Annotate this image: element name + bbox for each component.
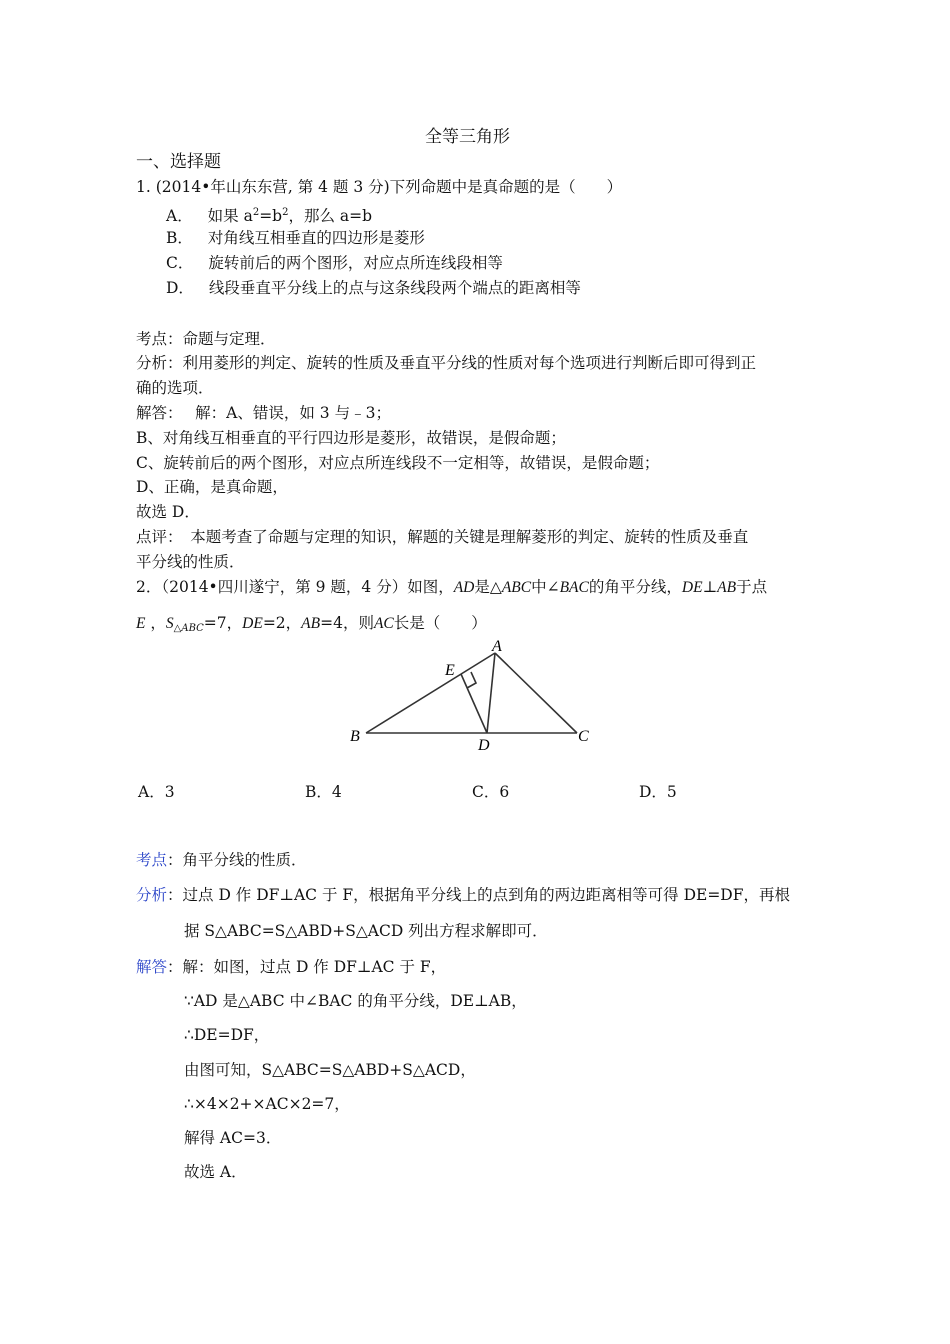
option-text: 对角线互相垂直的四边形是菱形 xyxy=(207,229,425,247)
q2-option-b: B．4 xyxy=(305,783,342,801)
q1-fenxi-2: 确的选项． xyxy=(136,379,214,397)
triangle-figure xyxy=(340,638,600,758)
q1-option-b xyxy=(166,228,425,248)
q2-text: =4，则 xyxy=(320,614,374,632)
label-b: B xyxy=(350,728,360,745)
q2-option-c: C．6 xyxy=(472,783,510,801)
q2-text: 是△ xyxy=(474,578,502,596)
q1-option-d xyxy=(166,278,581,298)
segment-de xyxy=(461,674,487,733)
q2-text: ⊥ xyxy=(702,578,718,596)
q2-text: 的角平分线， xyxy=(588,578,682,596)
option-text-post: ，那么 a=b xyxy=(288,207,373,225)
q2-stem-line2 xyxy=(136,613,487,639)
label-a: A xyxy=(492,638,502,655)
label-c: C xyxy=(578,728,589,745)
var-ab: AB xyxy=(717,579,737,596)
label-d: D xyxy=(478,737,490,754)
option-text-pre: 如果 a xyxy=(207,207,253,225)
q2-because: ∵AD 是△ABC 中∠BAC 的角平分线，DE⊥AB， xyxy=(184,992,527,1010)
var-e: E xyxy=(136,615,146,632)
kaodian-text: ：角平分线的性质． xyxy=(167,851,307,869)
subscript: △ABC xyxy=(173,623,204,634)
q2-text: 中∠ xyxy=(531,578,560,596)
option-text: 线段垂直平分线上的点与这条线段两个端点的距离相等 xyxy=(208,279,581,297)
q2-from-figure: 由图可知，S△ABC=S△ABD+S△ACD， xyxy=(184,1061,476,1079)
q1-d-line: D、正确，是真命题， xyxy=(136,478,288,496)
right-angle-mark xyxy=(467,672,476,688)
side-ab xyxy=(366,653,495,733)
segment-ad xyxy=(487,653,495,733)
q1-option-a xyxy=(166,203,372,226)
q1-jieda: 解答： 解：A、错误，如 3 与﹣3； xyxy=(136,404,391,422)
superscript: 2 xyxy=(252,207,260,218)
q1-dianping-2: 平分线的性质． xyxy=(136,553,245,571)
doc-title: 全等三角形 xyxy=(425,127,510,147)
option-letter: B． xyxy=(166,229,193,247)
q2-therefore: ∴DE=DF， xyxy=(184,1026,270,1044)
var-de: DE xyxy=(681,579,703,596)
var-s: S xyxy=(165,615,174,632)
q2-text: ， xyxy=(150,614,166,632)
q2-stem-line1 xyxy=(136,577,767,598)
q2-fenxi-line2: 据 S△ABC=S△ABD+S△ACD 列出方程求解即可． xyxy=(184,922,548,940)
option-text-mid: =b xyxy=(259,207,283,225)
q2-option-d: D．5 xyxy=(639,783,677,801)
var-ad: AD xyxy=(453,579,475,596)
side-ac xyxy=(495,653,577,733)
fenxi-text: ：过点 D 作 DF⊥AC 于 F，根据角平分线上的点到角的两边距离相等可得 DE=DF，再根 xyxy=(167,886,790,904)
q1-choice: 故选 D． xyxy=(136,503,200,521)
label-e: E xyxy=(445,662,455,679)
q1-fenxi-1: 分析：利用菱形的判定、旋转的性质及垂直平分线的性质对每个选项进行判断后即可得到正 xyxy=(136,354,757,372)
q2-text: =7， xyxy=(203,614,243,632)
var-abc: ABC xyxy=(501,579,532,596)
option-letter: D． xyxy=(166,279,194,297)
fenxi-label: 分析 xyxy=(136,886,168,904)
jieda-text: ：解：如图，过点 D 作 DF⊥AC 于 F， xyxy=(167,958,447,976)
q2-option-a: A．3 xyxy=(138,783,175,801)
var-bac: BAC xyxy=(559,579,589,596)
q1-dianping-1: 点评： 本题考查了命题与定理的知识，解题的关键是理解菱形的判定、旋转的性质及垂直 xyxy=(136,528,749,546)
option-letter: C． xyxy=(166,254,194,272)
q1-b-line: B、对角线互相垂直的平行四边形是菱形，故错误，是假命题； xyxy=(136,429,566,447)
superscript: 2 xyxy=(282,207,289,218)
var-ac: AC xyxy=(373,615,394,632)
q2-choice: 故选 A． xyxy=(184,1163,247,1181)
q2-kaodian xyxy=(136,850,307,870)
q2-solve: 解得 AC=3． xyxy=(184,1129,282,1147)
section-heading: 一、选择题 xyxy=(136,152,221,172)
option-letter: A． xyxy=(166,207,193,225)
q2-text: =2， xyxy=(262,614,302,632)
q2-stem-prefix: 2．（2014•四川遂宁，第 9 题，4 分）如图， xyxy=(136,578,454,596)
q2-equation: ∴×4×2+×AC×2=7， xyxy=(184,1095,350,1113)
q1-kaodian: 考点：命题与定理． xyxy=(136,330,276,348)
var-de: DE xyxy=(242,615,263,632)
q2-text: 于点 xyxy=(736,578,768,596)
q1-option-c xyxy=(166,253,503,273)
kaodian-label: 考点 xyxy=(136,851,168,869)
jieda-label: 解答 xyxy=(136,958,168,976)
option-text: 旋转前后的两个图形，对应点所连线段相等 xyxy=(208,254,503,272)
q1-c-line: C、旋转前后的两个图形，对应点所连线段不一定相等，故错误，是假命题； xyxy=(136,454,660,472)
q2-text: 长是（ ） xyxy=(393,614,487,632)
q1-stem: 1. (2014•年山东东营, 第 4 题 3 分)下列命题中是真命题的是（ ） xyxy=(136,178,623,196)
var-ab: AB xyxy=(301,615,321,632)
q2-jieda xyxy=(136,957,446,977)
q2-fenxi xyxy=(136,885,790,905)
